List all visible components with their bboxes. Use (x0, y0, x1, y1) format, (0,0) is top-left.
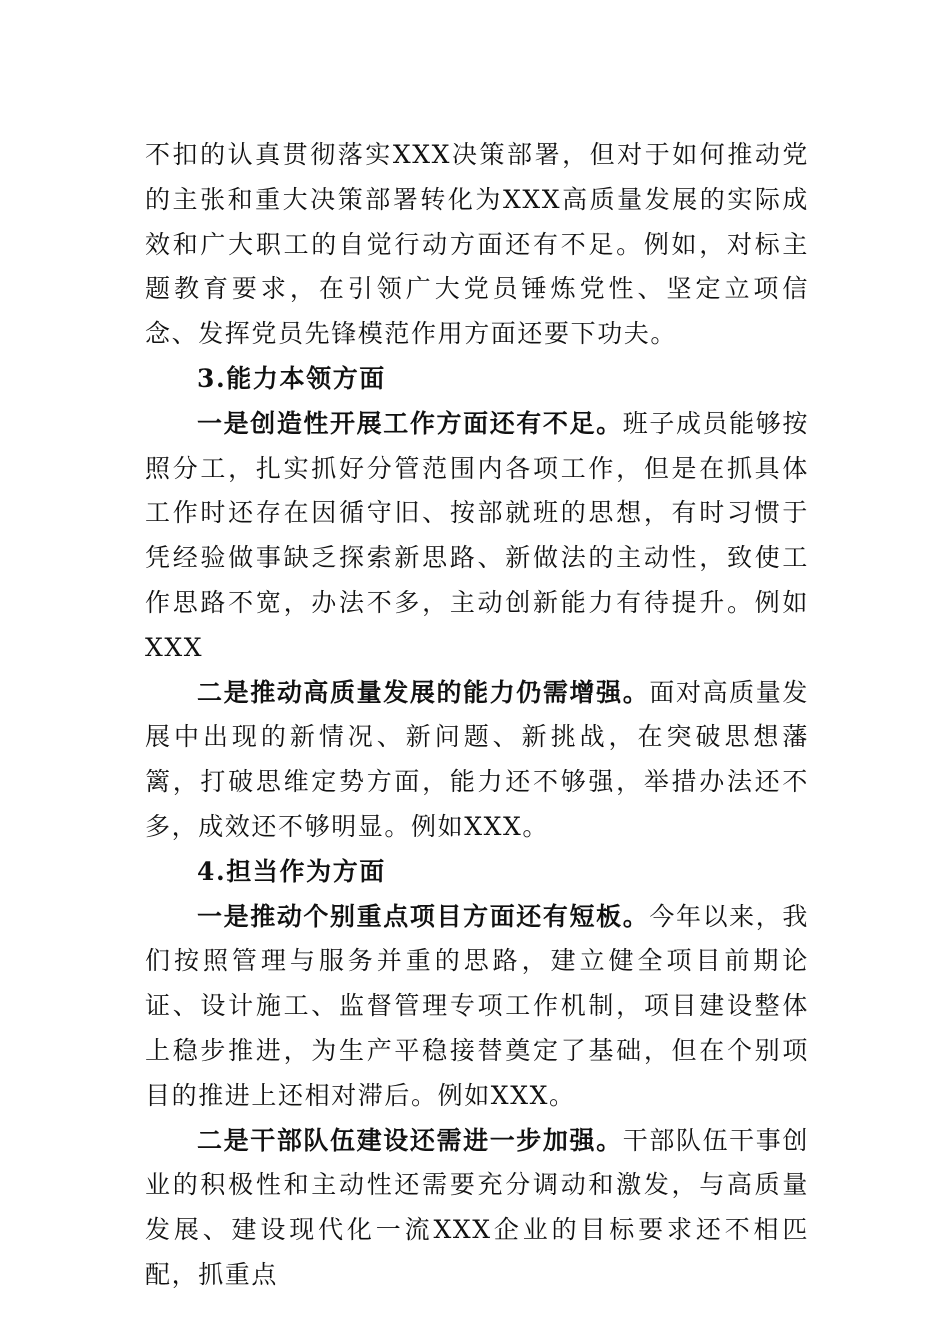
paragraph-text: 不扣的认真贯彻落实XXX决策部署，但对于如何推动党的主张和重大决策部署转化为XXX高质量发展的实际成效和广大职工的自觉行动方面还有不足。例如，对标主题教育要求，在引领广大党员锤炼党性、坚定立项信念、发挥党员先锋模范作用方面还要下功夫。 (145, 140, 809, 349)
paragraph-text: 干部队伍干事创业的积极性和主动性还需要充分调动和激发，与高质量发展、建设现代化一流XXX企业的目标要求还不相匹配，抓重点 (145, 1125, 810, 1289)
paragraph-text: 班子成员能够按照分工，扎实抓好分管范围内各项工作，但是在抓具体工作时还存在因循守旧、按部就班的思想，有时习惯于凭经验做事缺乏探索新思路、新做法的主动性，致使工作思路不宽，办法不多，主动创新能力有待提升。例如XXX (145, 408, 810, 662)
paragraph-lead: 一是创造性开展工作方面还有不足。 (197, 408, 623, 438)
paragraph-continuation (145, 133, 809, 357)
paragraph-high-quality-development (145, 671, 809, 850)
paragraph-lead: 二是推动高质量发展的能力仍需增强。 (197, 677, 650, 707)
paragraph-cadre-team (145, 1119, 809, 1298)
paragraph-text: 面对高质量发展中出现的新情况、新问题、新挑战，在突破思想藩篱，打破思维定势方面，能力还不够强，举措办法还不多，成效还不够明显。例如XXX。 (145, 677, 810, 841)
paragraph-lead: 二是干部队伍建设还需进一步加强。 (197, 1125, 623, 1155)
paragraph-key-projects (145, 895, 809, 1119)
document-body (145, 133, 809, 1298)
section-heading-ability (145, 357, 809, 402)
heading-text: 3.能力本领方面 (197, 363, 386, 393)
heading-text: 4.担当作为方面 (197, 856, 386, 886)
paragraph-lead: 一是推动个别重点项目方面还有短板。 (197, 901, 650, 931)
paragraph-creativity (145, 402, 809, 671)
paragraph-text: 今年以来，我们按照管理与服务并重的思路，建立健全项目前期论证、设计施工、监督管理专项工作机制，项目建设整体上稳步推进，为生产平稳接替奠定了基础，但在个别项目的推进上还相对滞后。例如XXX。 (145, 901, 810, 1110)
section-heading-responsibility (145, 850, 809, 895)
